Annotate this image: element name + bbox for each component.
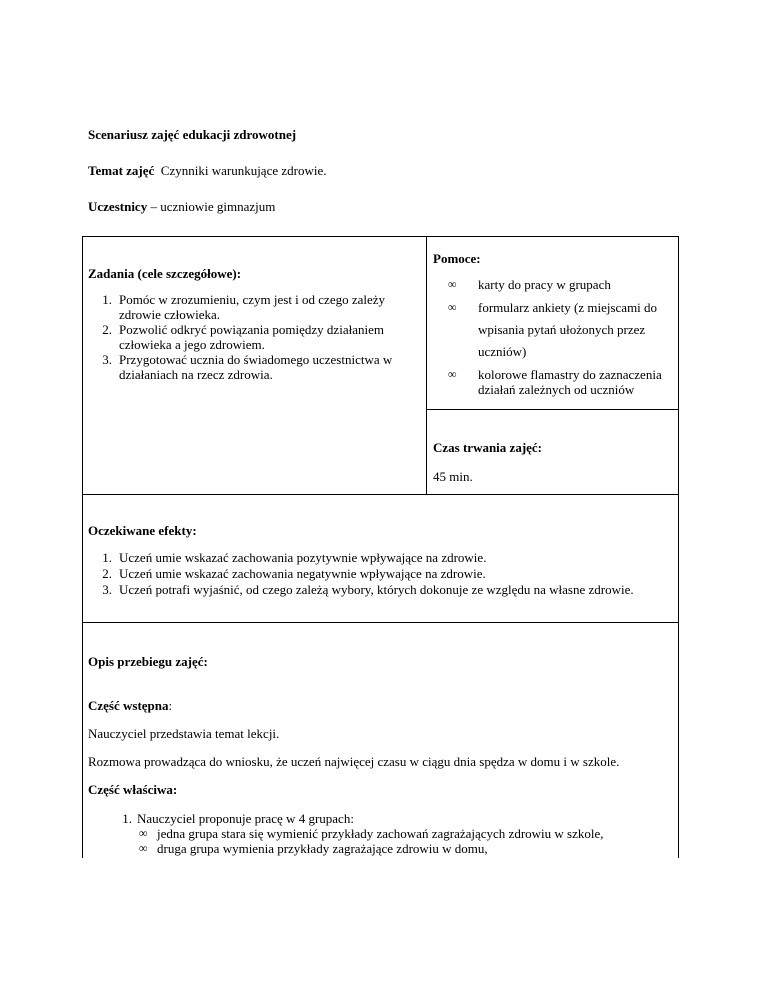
bullet-icon: ∞ xyxy=(139,841,148,855)
tasks-item-line: zdrowie człowieka. xyxy=(119,307,221,322)
bullet-icon: ∞ xyxy=(448,277,457,291)
topic-line xyxy=(88,163,327,179)
intro-paragraph: Nauczyciel przedstawia temat lekcji. xyxy=(88,726,280,741)
bullet-icon: ∞ xyxy=(139,826,148,840)
participants-line xyxy=(88,199,275,215)
sub-item-text: jedna grupa stara się wymienić przykłady zachowań zagrażających zdrowiu w szkole, xyxy=(157,826,604,841)
aids-item-line: formularz ankiety (z miejscami do xyxy=(478,300,658,315)
row-divider-effects xyxy=(82,494,679,495)
bullet-icon: ∞ xyxy=(448,300,457,314)
effects-item-text: Uczeń potrafi wyjaśnić, od czego zależą wybory, których dokonuje ze względu na własne zdrowie. xyxy=(119,582,634,597)
main-item-text: Nauczyciel proponuje pracę w 4 grupach: xyxy=(137,811,354,826)
bullet-icon: ∞ xyxy=(448,367,457,381)
tasks-heading: Zadania (cele szczegółowe): xyxy=(88,266,242,281)
intro-paragraph: Rozmowa prowadząca do wniosku, że uczeń najwięcej czasu w ciągu dnia spędza w domu i w szkole. xyxy=(88,754,620,769)
aids-item-line: karty do pracy w grupach xyxy=(478,277,611,292)
topic-value: Czynniki warunkujące zdrowie. xyxy=(160,163,327,178)
aids-item-line: uczniów) xyxy=(478,344,527,359)
table-right-border xyxy=(678,236,679,858)
tasks-item-line: Pomóc w zrozumieniu, czym jest i od czego zależy xyxy=(119,292,386,307)
tasks-item-number: 2. xyxy=(102,322,112,337)
participants-value: – uczniowie gimnazjum xyxy=(150,199,276,214)
effects-item-number: 1. xyxy=(102,550,112,565)
main-part-heading: Część właściwa: xyxy=(88,782,178,797)
aids-item-line: kolorowe flamastry do zaznaczenia xyxy=(478,367,662,382)
topic-label: Temat zajęć xyxy=(88,163,155,178)
effects-heading: Oczekiwane efekty: xyxy=(88,523,197,538)
intro-heading: Część wstępna: xyxy=(88,698,173,713)
tasks-item-number: 3. xyxy=(102,352,112,367)
effects-item-text: Uczeń umie wskazać zachowania pozytywnie wpływające na zdrowie. xyxy=(119,550,487,565)
aids-item-line: wpisania pytań ułożonych przez xyxy=(478,322,646,337)
course-heading: Opis przebiegu zajęć: xyxy=(88,654,208,669)
aids-heading: Pomoce: xyxy=(433,251,481,266)
tasks-item-line: człowieka a jego zdrowiem. xyxy=(119,337,265,352)
participants-label: Uczestnicy xyxy=(88,199,148,214)
tasks-item-number: 1. xyxy=(102,292,112,307)
row-divider-course xyxy=(82,622,679,623)
table-top-border xyxy=(82,236,679,237)
main-item-number: 1. xyxy=(122,811,132,826)
effects-item-number: 3. xyxy=(102,582,112,597)
tasks-item-line: działaniach na rzecz zdrowia. xyxy=(119,367,273,382)
sub-item-text: druga grupa wymienia przykłady zagrażające zdrowiu w domu, xyxy=(157,841,488,856)
duration-heading: Czas trwania zajęć: xyxy=(433,440,543,455)
document-title: Scenariusz zajęć edukacji zdrowotnej xyxy=(88,127,297,142)
aids-item-line: działań zależnych od uczniów xyxy=(478,382,635,397)
tasks-item-line: Przygotować ucznia do świadomego uczestnictwa w xyxy=(119,352,393,367)
duration-value: 45 min. xyxy=(433,469,473,484)
effects-item-text: Uczeń umie wskazać zachowania negatywnie wpływające na zdrowie. xyxy=(119,566,486,581)
aids-duration-divider xyxy=(426,409,679,410)
effects-item-number: 2. xyxy=(102,566,112,581)
table-left-border xyxy=(82,236,83,858)
table-column-divider xyxy=(426,236,427,494)
tasks-item-line: Pozwolić odkryć powiązania pomiędzy działaniem xyxy=(119,322,384,337)
